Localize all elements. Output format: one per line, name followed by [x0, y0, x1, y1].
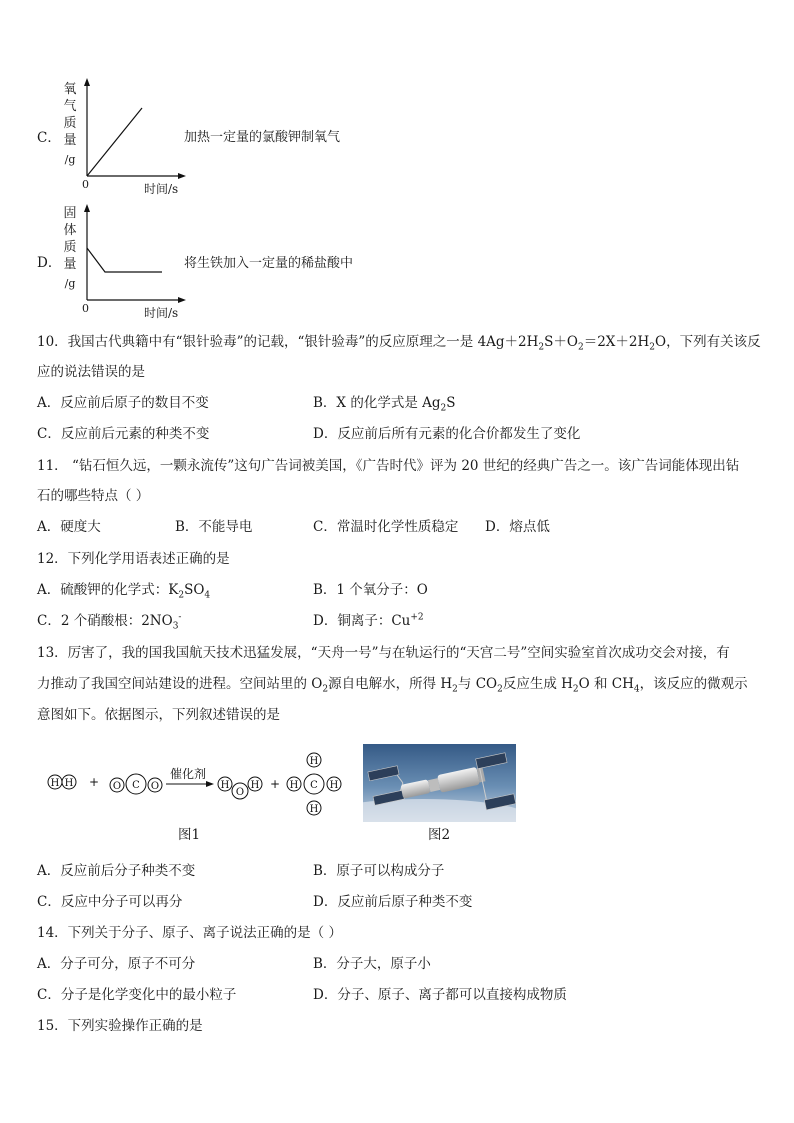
graph-d-ylabel-char: /g	[64, 277, 76, 290]
q14-option-a: A．分子可分，原子不可分	[37, 956, 196, 972]
atom-h: H	[220, 780, 230, 791]
atom-h: H	[309, 804, 319, 815]
q15-stem: 15．下列实验操作正确的是	[37, 1018, 203, 1034]
q12-option-c: C．2 个硝酸根：$2NO_3^-$	[37, 612, 182, 632]
q13-stem-line3: 意图如下。依据图示，下列叙述错误的是	[37, 707, 280, 723]
q10-option-a: A．反应前后原子的数目不变	[37, 395, 209, 411]
atom-o: O	[112, 781, 122, 792]
graph-c-ylabel-char: 气	[63, 99, 77, 114]
atom-c: C	[132, 780, 140, 791]
graph-c-origin: 0	[82, 178, 89, 191]
option-d-label: D．	[37, 255, 62, 271]
q12-option-b: B．1 个氧分子：O	[313, 582, 428, 598]
q13-stem-line1: 13．厉害了，我的国我国航天技术迅猛发展，“天舟一号”与在轨运行的“天宫二号”空间实验室首次成功交会对接，有	[37, 645, 730, 661]
q10-option-d: D．反应前后所有元素的化合价都发生了变化	[313, 426, 581, 442]
q11-option-d: D．熔点低	[485, 519, 550, 535]
graph-c-ylabel-char: 量	[63, 133, 77, 148]
graph-c-caption: 加热一定量的氯酸钾制氧气	[184, 130, 341, 145]
q13-spacecraft-photo	[363, 744, 516, 822]
q13-option-c: C．反应中分子可以再分	[37, 894, 183, 910]
q13-option-a: A．反应前后分子种类不变	[37, 863, 196, 879]
atom-o: O	[150, 781, 160, 792]
graph-c-ylabel-char: /g	[64, 153, 76, 166]
graph-d-ylabel-char: 体	[63, 223, 77, 238]
graph-d-caption: 将生铁加入一定量的稀盐酸中	[184, 256, 354, 271]
q13-option-d: D．反应前后原子种类不变	[313, 894, 473, 910]
option-c-label: C．	[37, 130, 61, 146]
q11-stem-line2: 石的哪些特点（ ）	[37, 488, 150, 504]
q13-fig1-caption: 图1	[178, 827, 201, 843]
q13-option-b: B．原子可以构成分子	[313, 863, 445, 879]
graph-d-ylabel-char: 量	[63, 257, 77, 272]
q10-stem-line1: 10．我国古代典籍中有“银针验毒”的记载，“银针验毒”的反应原理之一是 $4Ag+2H_2S+O_2=2X+2H_2O$，下列有关该反	[37, 334, 761, 353]
atom-h: H	[309, 756, 319, 767]
graph-d-xlabel: 时间/s	[144, 306, 179, 320]
q11-option-c: C．常温时化学性质稳定	[313, 519, 459, 535]
graph-d-ylabel-char: 质	[63, 240, 77, 255]
graph-d-axes	[78, 204, 188, 308]
atom-o: O	[235, 787, 245, 798]
q10-stem-line2: 应的说法错误的是	[37, 364, 145, 380]
plus-sign: +	[269, 777, 281, 791]
graph-d-origin: 0	[82, 302, 89, 315]
catalyst-label: 催化剂	[169, 767, 207, 781]
q13-fig2-caption: 图2	[428, 827, 451, 843]
q12-option-d: D．铜离子：$Cu^{+2}$	[313, 612, 424, 629]
q14-option-d: D．分子、原子、离子都可以直接构成物质	[313, 987, 567, 1003]
q14-option-c: C．分子是化学变化中的最小粒子	[37, 987, 237, 1003]
q13-reaction-diagram	[40, 748, 350, 820]
graph-c-ylabel-char: 氧	[63, 82, 77, 97]
q14-option-b: B．分子大，原子小	[313, 956, 431, 972]
graph-c-axes	[78, 78, 188, 183]
plus-sign: +	[88, 775, 100, 789]
q11-option-b: B．不能导电	[175, 519, 253, 535]
q14-stem: 14．下列关于分子、原子、离子说法正确的是（ ）	[37, 925, 342, 941]
q12-option-a: A．硫酸钾的化学式：$K_2SO_4$	[37, 582, 211, 601]
q13-stem-line2: 力推动了我国空间站建设的进程。空间站里的 $O_2$源自电解水，所得 $H_2$与 $CO_2$反应生成 $H_2O$ 和 $CH_4$，该反应的微观示	[37, 676, 748, 695]
q11-option-a: A．硬度大	[37, 519, 101, 535]
q12-stem: 12．下列化学用语表述正确的是	[37, 551, 230, 567]
graph-c-line	[87, 108, 142, 176]
graph-c-ylabel-char: 质	[63, 116, 77, 131]
atom-h: H	[289, 780, 299, 791]
reaction-arrow-icon	[206, 781, 214, 787]
q10-option-c: C．反应前后元素的种类不变	[37, 426, 210, 442]
q11-stem-line1: 11． “钻石恒久远，一颗永流传”这句广告词被美国，《广告时代》评为 20 世纪的经典广告之一。该广告词能体现出钻	[37, 458, 740, 474]
atom-h: H	[250, 780, 260, 791]
atom-h: H	[329, 780, 339, 791]
atom-h: H	[64, 778, 74, 789]
q10-option-b: B．X 的化学式是 $Ag_2S$	[313, 395, 456, 414]
graph-d-ylabel-char: 固	[63, 206, 77, 221]
graph-c-xlabel: 时间/s	[144, 182, 179, 196]
atom-c: C	[310, 780, 318, 791]
graph-d-line	[87, 248, 162, 272]
atom-h: H	[50, 778, 60, 789]
